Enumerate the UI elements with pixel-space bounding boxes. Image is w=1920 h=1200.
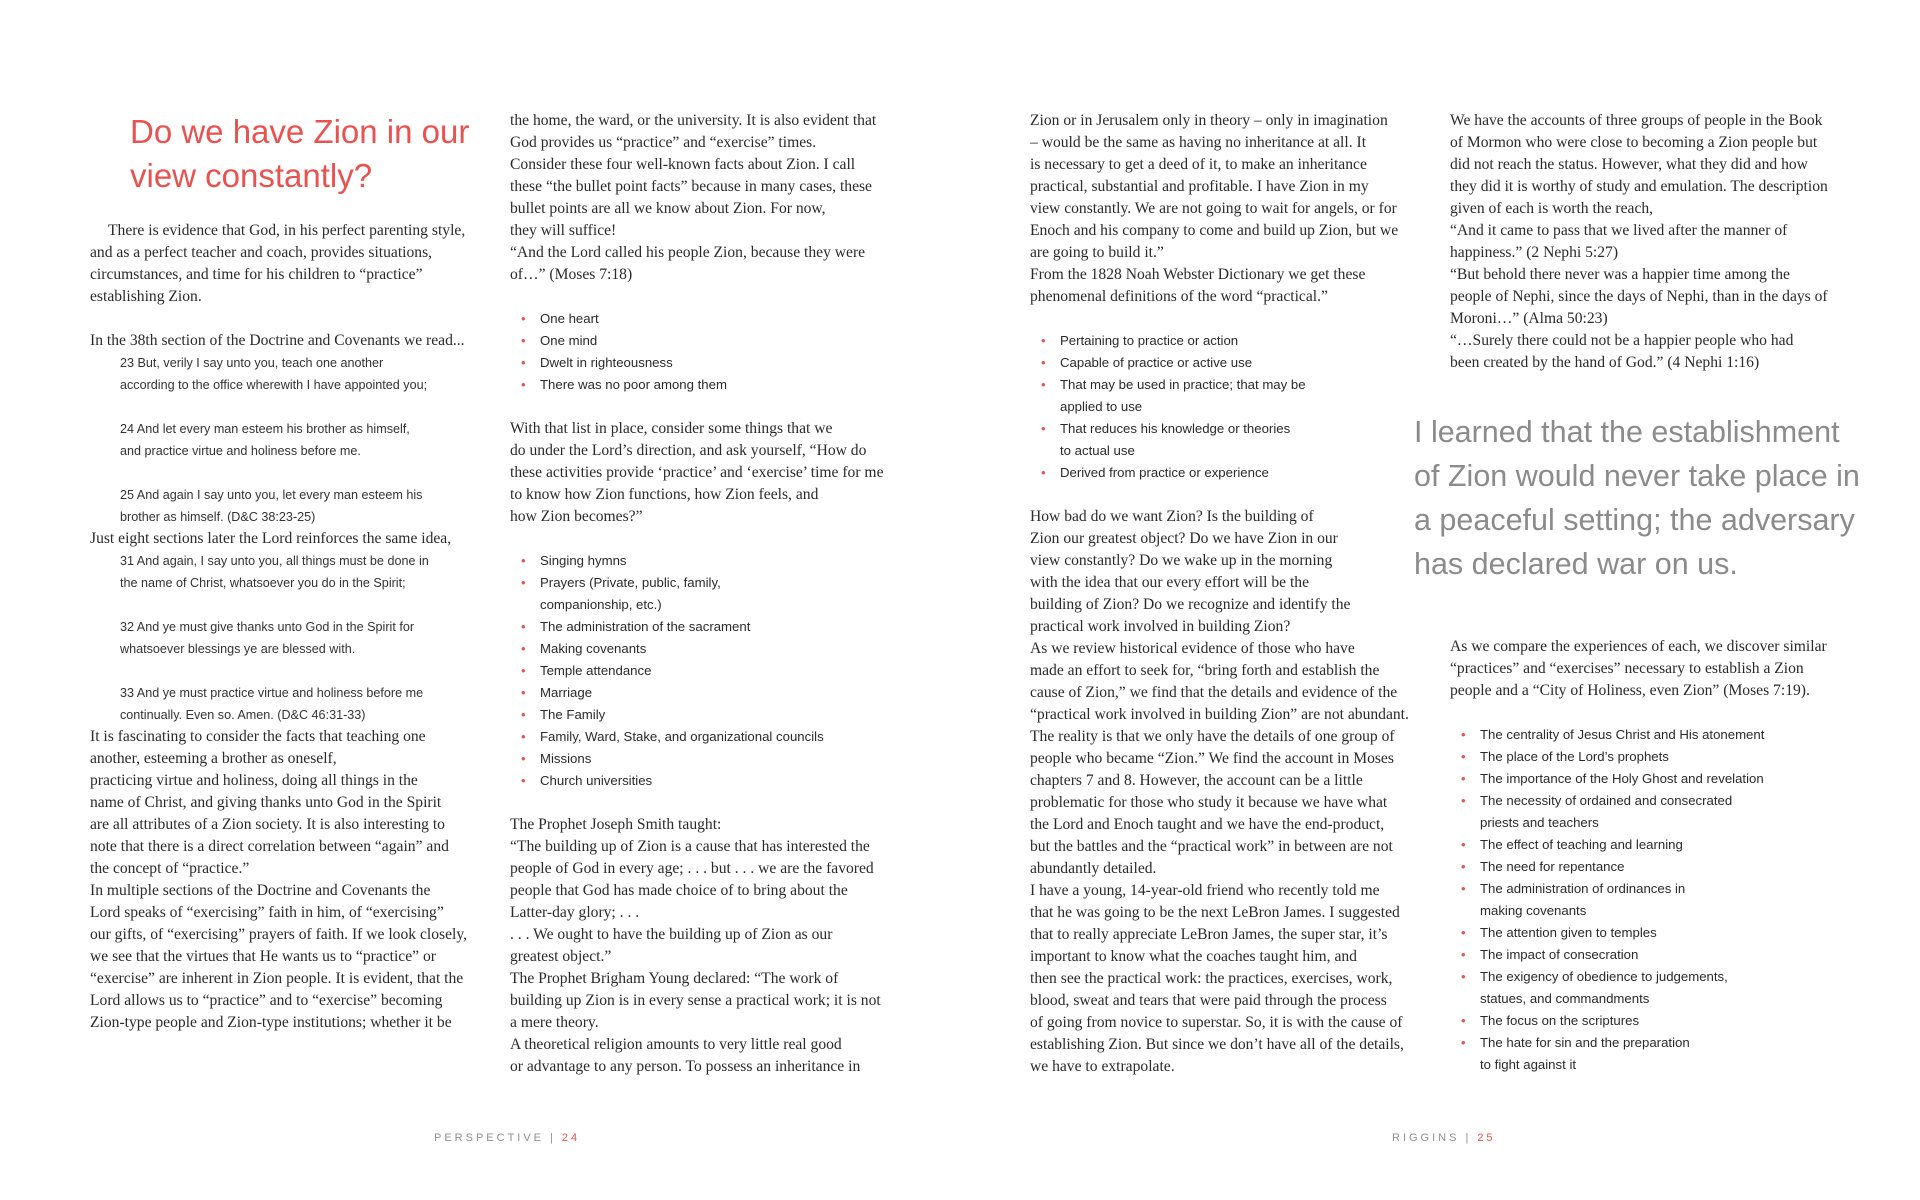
paragraph: Zion or in Jerusalem only in theory – only in imagination – would be the same as having no inheritance at all. It is necessary to get a deed of it, to make an inheritance practical, substantial and profitable. I have Zion in my view constantly. We are not going to wait for angels, or for Enoch and his company to come and build up Zion, but we are going to build it.” From the 1828 Noah Webster Dictionary we get these phenomenal definitions of the word “practical.” [1030,112,1399,305]
dc38-lead: In the 38th section of the Doctrine and Covenants we read... [90,332,465,349]
footer-separator: | [550,1132,556,1144]
list-item: • That may be used in practice; that may be applied to use [1030,374,1440,418]
bullet-icon: • [1461,859,1466,874]
activities-list [510,550,920,792]
left-column-1 [90,110,500,1034]
bullet-icon: • [1041,465,1046,480]
bullet-icon: • [1461,1013,1466,1028]
bullet-icon: • [521,575,526,590]
list-item: • Marriage [510,682,920,704]
bullet-icon: • [1041,377,1046,392]
list-item: • Family, Ward, Stake, and organizational councils [510,726,920,748]
bullet-icon: • [521,377,526,392]
left-column-2 [510,110,920,1078]
list-item: • The Family [510,704,920,726]
paragraph: With that list in place, consider some things that we do under the Lord’s direction, and ask yourself, “How do these activities provide ‘practice’ and ‘exercise’ time for me to know how Zion functions, how Zion feels, and how Zion becomes?” [510,420,884,525]
practices-list [1450,724,1890,1076]
paragraph: How bad do we want Zion? Is the building of Zion our greatest object? Do we have Zion in our view constantly? Do we wake up in the morning with the idea that our every effort will be the building of Zion? Do we recognize and identify the practical work involved in building Zion? As we review historical evidence of those who have made an effort to seek for, “bring forth and establish the cause of Zion,” we find that the details and evidence of the “practical work involved in building Zion” are not abundant. The reality is that we only have the details of one group of people who became “Zion.” We find the account in Moses chapters 7 and 8. However, the account can be a little problematic for those who study it because we have what the Lord and Enoch taught and we have the end-product, but the battles and the “practical work” in between are not abundantly detailed. I have a young, 14-year-old friend who recently told me that he was going to be the next LeBron James. I suggested that to really appreciate LeBron James, the super star, it’s important to know what the coaches taught him, and then see the practical work: the practices, exercises, work, blood, sweat and tears that were paid through the process of going from novice to superstar. So, it is with the cause of establishing Zion. But since we don’t have all of the details, we have to extrapolate. [1030,508,1409,1075]
paragraph: As we compare the experiences of each, we discover similar “practices” and “exercises” necessary to establish a Zion people and a “City of Holiness, even Zion” (Moses 7:19). [1450,638,1827,699]
list-item: • The effect of teaching and learning [1450,834,1890,856]
list-item: • Dwelt in righteousness [510,352,920,374]
left-page-footer [434,1132,580,1144]
bullet-icon: • [521,729,526,744]
bullet-icon: • [521,619,526,634]
verse: 23 But, verily I say unto you, teach one another according to the office wherewith I have appointed you; [120,356,428,392]
list-item: • The place of the Lord’s prophets [1450,746,1890,768]
definitions-list [1030,330,1440,484]
list-item: • Prayers (Private, public, family, companionship, etc.) [510,572,920,616]
bullet-icon: • [521,663,526,678]
list-item: • The hate for sin and the preparation to fight against it [1450,1032,1890,1076]
verse: 25 And again I say unto you, let every man esteem his brother as himself. (D&C 38:23-25) [120,488,423,524]
page-number: 24 [561,1132,581,1144]
list-item: • Missions [510,748,920,770]
bullet-icon: • [521,685,526,700]
list-item: • Temple attendance [510,660,920,682]
paragraph: The Prophet Joseph Smith taught: “The building up of Zion is a cause that has interested the people of God in every age; . . . but . . . we are the favored people that God has made choice of to bring about the Latter-day glory; . . . . . . We ought to have the building up of Zion as our greatest object.” The Prophet Brigham Young declared: “The work of building up Zion is in every sense a practical work; it is not a mere theory. A theoretical religion amounts to very little real good or advantage to any person. To possess an inheritance in [510,816,881,1075]
list-item: • The exigency of obedience to judgements, statues, and commandments [1450,966,1890,1010]
verse: 31 And again, I say unto you, all things must be done in the name of Christ, whatsoever you do in the Spirit; [120,554,429,590]
bullet-icon: • [1461,1035,1466,1050]
bullet-icon: • [1041,355,1046,370]
zion-facts-list [510,308,920,396]
list-item: • The administration of the sacrament [510,616,920,638]
list-item: • Capable of practice or active use [1030,352,1440,374]
verse: 24 And let every man esteem his brother as himself, and practice virtue and holiness before me. [120,422,410,458]
paragraph: the home, the ward, or the university. It is also evident that God provides us “practice” and “exercise” times. Consider these four well-known facts about Zion. I call these “the bullet point facts” because in many cases, these bullet points are all we know about Zion. For now, they will suffice! “And the Lord called his people Zion, because they were of…” (Moses 7:18) [510,112,877,283]
list-item: • Making covenants [510,638,920,660]
right-column-2-lower [1450,636,1890,1076]
right-page-footer [1392,1132,1496,1144]
list-item: • There was no poor among them [510,374,920,396]
bullet-icon: • [1461,925,1466,940]
bullet-icon: • [521,333,526,348]
paragraph: We have the accounts of three groups of people in the Book of Mormon who were close to becoming a Zion people but did not reach the status. However, what they did and how they did it is worthy of study and emulation. The description given of each is worth the reach, “And it came to pass that we lived after the manner of happiness.” (2 Nephi 5:27) “But behold there never was a happier time among the people of Nephi, since the days of Nephi, than in the days of Moroni…” (Alma 50:23) “…Surely there could not be a happier people who had been created by the hand of God.” (4 Nephi 1:16) [1450,112,1828,371]
bullet-icon: • [521,553,526,568]
section-heading: Do we have Zion in our view constantly? [130,113,470,194]
bullet-icon: • [521,355,526,370]
list-item: • The centrality of Jesus Christ and His atonement [1450,724,1890,746]
right-column-1 [1030,110,1440,1078]
list-item: • The impact of consecration [1450,944,1890,966]
bullet-icon: • [1461,881,1466,896]
bullet-icon: • [1461,771,1466,786]
footer-separator: | [1465,1132,1472,1144]
bullet-icon: • [521,751,526,766]
list-item: • Singing hymns [510,550,920,572]
running-head: RIGGINS [1392,1132,1460,1144]
verse: 32 And ye must give thanks unto God in the Spirit for whatsoever blessings ye are blessed with. [120,620,415,656]
bullet-icon: • [1461,837,1466,852]
list-item: • The importance of the Holy Ghost and revelation [1450,768,1890,790]
list-item: • The necessity of ordained and consecrated priests and teachers [1450,790,1890,834]
page-number: 25 [1477,1132,1496,1144]
right-column-2 [1450,110,1890,374]
bullet-icon: • [521,707,526,722]
dc46-verses [90,550,500,726]
list-item: • Derived from practice or experience [1030,462,1440,484]
bullet-icon: • [1461,793,1466,808]
bullet-icon: • [1461,969,1466,984]
bullet-icon: • [1041,421,1046,436]
list-item: • That reduces his knowledge or theories to actual use [1030,418,1440,462]
verse: 33 And ye must practice virtue and holiness before me continually. Even so. Amen. (D&C 46:31-33) [120,686,424,722]
bullet-icon: • [1461,749,1466,764]
list-item: • The focus on the scriptures [1450,1010,1890,1032]
bullet-icon: • [521,773,526,788]
bullet-icon: • [1461,727,1466,742]
bullet-icon: • [1461,947,1466,962]
running-head: PERSPECTIVE [434,1132,545,1144]
dc38-verses [90,352,500,528]
list-item: • Church universities [510,770,920,792]
dc46-lead: Just eight sections later the Lord reinforces the same idea, [90,530,452,547]
list-item: • One mind [510,330,920,352]
pull-quote: I learned that the establishment of Zion would never take place in a peaceful setting; the adversary has declared war on us. [1414,415,1860,581]
list-item: • The administration of ordinances in making covenants [1450,878,1890,922]
list-item: • The need for repentance [1450,856,1890,878]
bullet-icon: • [1041,333,1046,348]
list-item: • Pertaining to practice or action [1030,330,1440,352]
bullet-icon: • [521,311,526,326]
closing-paragraph: It is fascinating to consider the facts that teaching one another, esteeming a brother as oneself, practicing virtue and holiness, doing all things in the name of Christ, and giving thanks unto God in the Spirit are all attributes of a Zion society. It is also interesting to note that there is a direct correlation between “again” and the concept of “practice.” In multiple sections of the Doctrine and Covenants the Lord speaks of “exercising” faith in him, of “exercising” our gifts, of “exercising” prayers of faith. If we look closely, we see that the virtues that He wants us to “practice” or “exercise” are inherent in Zion people. It is evident, that the Lord allows us to “practice” and to “exercise” becoming Zion-type people and Zion-type institutions; whether it be [90,728,468,1031]
bullet-icon: • [521,641,526,656]
list-item: • The attention given to temples [1450,922,1890,944]
intro-paragraph: There is evidence that God, in his perfect parenting style, and as a perfect teacher and coach, provides situations, circumstances, and time for his children to “practice” establishing Zion. [90,222,466,305]
list-item: • One heart [510,308,920,330]
